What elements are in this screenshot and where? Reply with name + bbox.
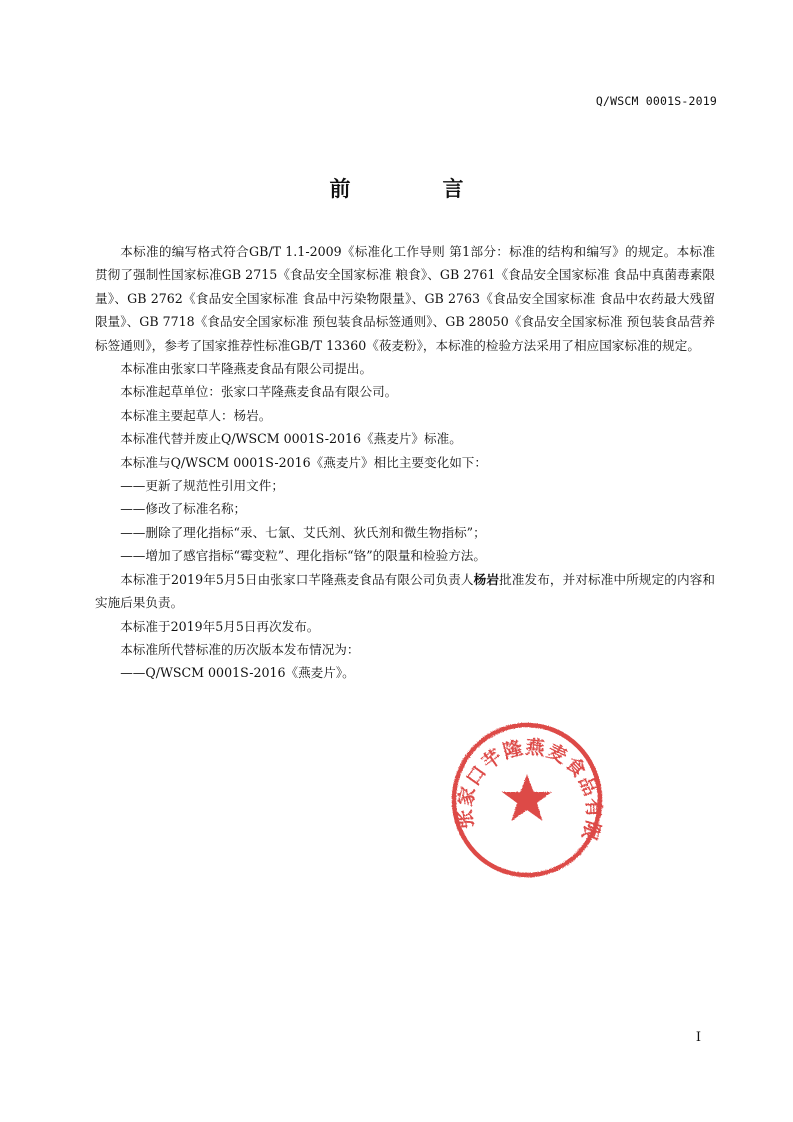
paragraph-replaces: 本标准代替并废止Q/WSCM 0001S-2016《燕麦片》标准。 bbox=[120, 431, 462, 447]
paragraph-history-intro: 本标准所代替标准的历次版本发布情况为： bbox=[120, 641, 360, 657]
seal-lettering: 张家口芊隆燕麦食品有限 bbox=[453, 736, 605, 845]
document-code: Q/WSCM 0001S-2019 bbox=[595, 94, 717, 108]
change-item: ——删除了理化指标“汞、七氯、艾氏剂、狄氏剂和微生物指标”； bbox=[120, 524, 486, 540]
company-seal-graphic bbox=[443, 714, 608, 884]
page-title: 前言 bbox=[329, 177, 556, 201]
paragraph-republish: 本标准于2019年5月5日再次发布。 bbox=[120, 618, 320, 634]
paragraph-proposer: 本标准由张家口芊隆燕麦食品有限公司提出。 bbox=[120, 361, 373, 377]
approval-text-before: 本标准于2019年5月5日由张家口芊隆燕麦食品有限公司负责人 bbox=[120, 571, 474, 587]
paragraph-format: 本标准的编写格式符合GB/T 1.1-2009《标准化工作导则 第1部分：标准的结构和编写》的规定。本标准贯彻了强制性国家标准GB 2715《食品安全国家标准 粮食》、GB 2761《食品安全国家标准 食品中真菌毒素限量》、GB 2762《食品安全国家标准 食品中污染物限量》、GB 2763《食品安全国家标准 食品中农药最大残留限量》、GB 7718《食品安全国家标准 预包装食品标签通则》、GB 28050《食品安全国家标准 预包装食品营养标签通则》，参考了国家推荐性标准GB/T 13360《莜麦粉》，本标准的检验方法采用了相应国家标准的规定。 bbox=[95, 244, 715, 353]
paragraph-approval bbox=[95, 568, 715, 615]
change-item: ——增加了感官指标“霉变粒”、理化指标“铬”的限量和检验方法。 bbox=[120, 548, 486, 564]
paragraph-drafter: 本标准主要起草人：杨岩。 bbox=[120, 407, 272, 423]
change-item: ——修改了标准名称； bbox=[120, 501, 247, 517]
change-item: ——更新了规范性引用文件； bbox=[120, 478, 284, 494]
approval-text-after: 批准发布，并对标准中所规定的内容和实施后果负责。 bbox=[95, 571, 716, 611]
paragraph-changes-intro: 本标准与Q/WSCM 0001S-2016《燕麦片》相比主要变化如下： bbox=[120, 454, 487, 470]
paragraph-drafting-unit: 本标准起草单位：张家口芊隆燕麦食品有限公司。 bbox=[120, 384, 398, 400]
history-item: ——Q/WSCM 0001S-2016《燕麦片》。 bbox=[120, 665, 355, 681]
seal-star-icon bbox=[502, 774, 552, 821]
page-number: I bbox=[695, 1030, 701, 1045]
foreword-body bbox=[95, 240, 715, 685]
company-seal bbox=[443, 714, 608, 884]
approver-name: 杨岩 bbox=[473, 571, 500, 587]
